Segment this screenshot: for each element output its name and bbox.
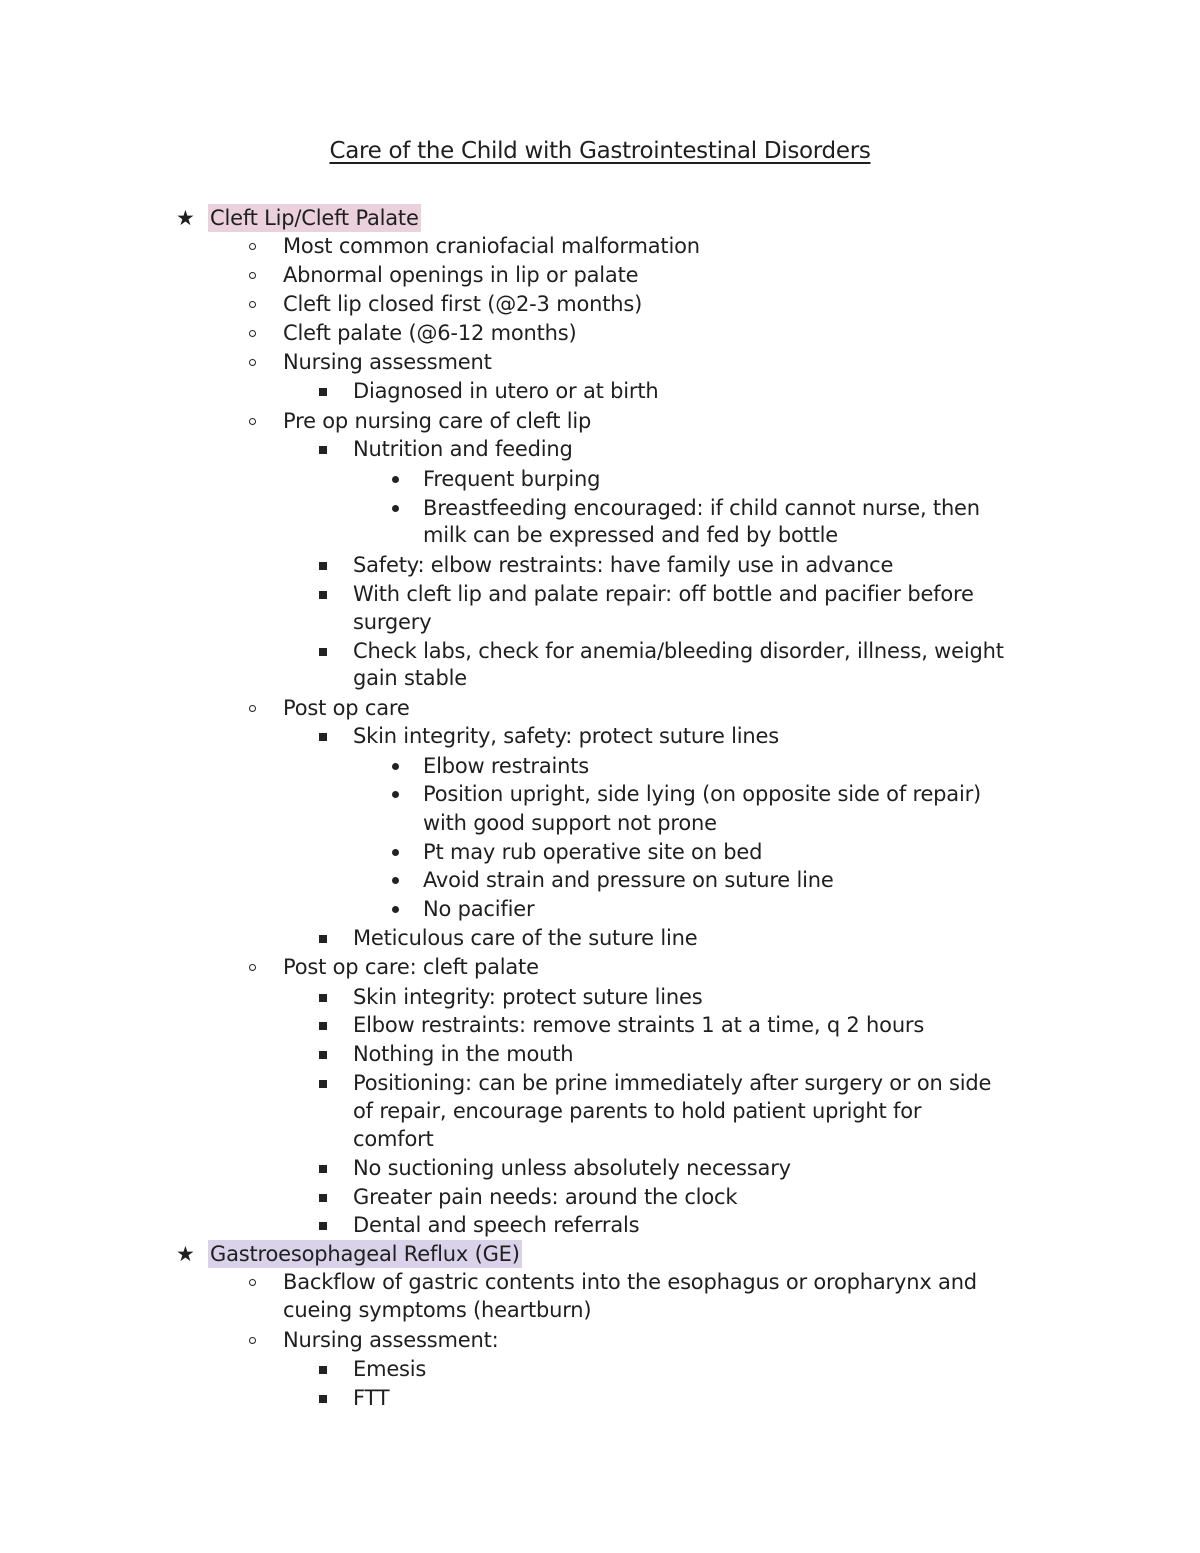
star-icon: ★ [176, 206, 195, 230]
dot-bullet-icon [392, 877, 399, 884]
list-item: Elbow restraints [423, 754, 590, 778]
circle-bullet-icon [249, 272, 256, 279]
section-heading-cleft: Cleft Lip/Cleft Palate [210, 206, 419, 230]
square-bullet-icon [319, 1395, 327, 1403]
list-item: Nutrition and feeding [353, 437, 573, 461]
circle-bullet-icon [249, 1337, 256, 1344]
dot-bullet-icon [392, 849, 399, 856]
list-item: Skin integrity, safety: protect suture lines [353, 724, 779, 748]
list-item: Avoid strain and pressure on suture line [423, 868, 834, 892]
square-bullet-icon [319, 935, 327, 943]
list-item: Nursing assessment [283, 350, 492, 374]
square-bullet-icon [319, 1366, 327, 1374]
square-bullet-icon [319, 562, 327, 570]
list-item-continuation: surgery [353, 610, 432, 634]
list-item: Dental and speech referrals [353, 1213, 640, 1237]
list-item: Skin integrity: protect suture lines [353, 985, 703, 1009]
dot-bullet-icon [392, 476, 399, 483]
square-bullet-icon [319, 1051, 327, 1059]
list-item: Frequent burping [423, 467, 601, 491]
list-item: Backflow of gastric contents into the esophagus or oropharynx and [283, 1270, 977, 1294]
dot-bullet-icon [392, 505, 399, 512]
dot-bullet-icon [392, 763, 399, 770]
star-icon: ★ [176, 1242, 195, 1266]
list-item: Nursing assessment: [283, 1328, 499, 1352]
list-item-continuation: gain stable [353, 666, 467, 690]
square-bullet-icon [319, 591, 327, 599]
square-bullet-icon [319, 1165, 327, 1173]
list-item: Position upright, side lying (on opposite side of repair) [423, 782, 982, 806]
list-item: Check labs, check for anemia/bleeding disorder, illness, weight [353, 639, 1004, 663]
section-heading-gerd: Gastroesophageal Reflux (GE) [210, 1242, 520, 1266]
list-item: Abnormal openings in lip or palate [283, 263, 639, 287]
dot-bullet-icon [392, 791, 399, 798]
page-title: Care of the Child with Gastrointestinal Disorders [329, 138, 871, 164]
square-bullet-icon [319, 388, 327, 396]
square-bullet-icon [319, 1194, 327, 1202]
circle-bullet-icon [249, 301, 256, 308]
list-item: Positioning: can be prine immediately after surgery or on side [353, 1071, 992, 1095]
circle-bullet-icon [249, 705, 256, 712]
list-item: Diagnosed in utero or at birth [353, 379, 659, 403]
list-item: Pre op nursing care of cleft lip [283, 409, 592, 433]
square-bullet-icon [319, 446, 327, 454]
circle-bullet-icon [249, 359, 256, 366]
circle-bullet-icon [249, 330, 256, 337]
list-item: Elbow restraints: remove straints 1 at a time, q 2 hours [353, 1013, 925, 1037]
list-item-continuation: milk can be expressed and fed by bottle [423, 523, 839, 547]
circle-bullet-icon [249, 964, 256, 971]
list-item: No pacifier [423, 897, 535, 921]
square-bullet-icon [319, 994, 327, 1002]
list-item: Cleft lip closed first (@2-3 months) [283, 292, 643, 316]
circle-bullet-icon [249, 243, 256, 250]
list-item-continuation: comfort [353, 1127, 434, 1151]
list-item: Safety: elbow restraints: have family use in advance [353, 553, 894, 577]
list-item: No suctioning unless absolutely necessary [353, 1156, 791, 1180]
square-bullet-icon [319, 1222, 327, 1230]
dot-bullet-icon [392, 906, 399, 913]
list-item: FTT [353, 1386, 390, 1410]
list-item: With cleft lip and palate repair: off bottle and pacifier before [353, 582, 974, 606]
list-item-continuation: cueing symptoms (heartburn) [283, 1298, 592, 1322]
list-item: Most common craniofacial malformation [283, 234, 700, 258]
list-item: Post op care: cleft palate [283, 955, 539, 979]
list-item-continuation: with good support not prone [423, 811, 717, 835]
square-bullet-icon [319, 1080, 327, 1088]
list-item: Nothing in the mouth [353, 1042, 574, 1066]
list-item: Breastfeeding encouraged: if child cannot nurse, then [423, 496, 980, 520]
list-item: Cleft palate (@6-12 months) [283, 321, 577, 345]
list-item: Greater pain needs: around the clock [353, 1185, 738, 1209]
list-item: Post op care [283, 696, 410, 720]
square-bullet-icon [319, 1022, 327, 1030]
list-item: Meticulous care of the suture line [353, 926, 698, 950]
list-item: Emesis [353, 1357, 427, 1381]
square-bullet-icon [319, 733, 327, 741]
list-item-continuation: of repair, encourage parents to hold patient upright for [353, 1099, 922, 1123]
circle-bullet-icon [249, 1279, 256, 1286]
list-item: Pt may rub operative site on bed [423, 840, 763, 864]
circle-bullet-icon [249, 418, 256, 425]
square-bullet-icon [319, 648, 327, 656]
